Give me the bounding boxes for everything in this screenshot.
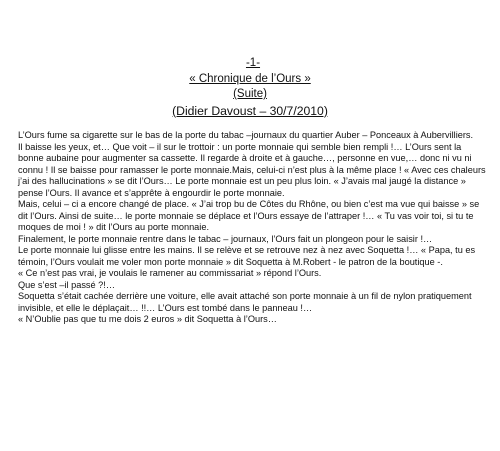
document-header	[0, 56, 500, 119]
chronicle-subtitle: (Suite)	[233, 88, 267, 100]
paragraph: L’Ours fume sa cigarette sur le bas de la porte du tabac –journaux du quartier Auber – Ponceaux à Aubervilliers.	[18, 130, 474, 140]
paragraph: Soquetta s’était cachée derrière une voiture, elle avait attaché son porte monnaie à un fil de nylon pratiquement invisible, et elle le déplaçait… !!… L’Ours est tombé dans le panneau !…	[18, 291, 472, 313]
paragraph: Finalement, le porte monnaie rentre dans le tabac – journaux, l’Ours fait un plongeon pour le saisir !…	[18, 233, 433, 244]
document-body	[18, 130, 488, 326]
chronicle-title: « Chronique de l’Ours »	[189, 72, 311, 85]
paragraph: Il baisse les yeux, et… Que voit – il sur le trottoir : un porte monnaie qui semble bien rempli !… L’Ours sent la bonne aubaine pour augmenter sa cassette. Il regarde à droite et à gauche…, personne en vue,… donc ni vu ni connu ! Il se baisse pour ramasser le porte monnaie.Mais, celui-ci n’est plus à la même place ! « Avec ces chaleurs j’ai des hallucinations » se dit l’Ours… Le porte monnaie est un peu plus loin. « J’avais mal jaugé la distance » pense l’Ours. Il avance et s’apprête à engourdir le porte monnaie.	[18, 141, 486, 198]
author-date: (Didier Davoust – 30/7/2010)	[172, 103, 328, 118]
paragraph: Mais, celui – ci a encore changé de place. « J’ai trop bu de Côtes du Rhône, ou bien c’est ma vue qui baisse » se dit l’Ours. Ainsi de suite… le porte monnaie se déplace et l’Ours essaye de l’attraper !… « Tu vas voir toi, si tu te moques de moi ! » dit l’Ours au porte monnaie.	[18, 199, 480, 232]
page-number: -1-	[245, 57, 261, 69]
paragraph: « Ce n’est pas vrai, je voulais le ramener au commissariat » répond l’Ours.	[18, 268, 322, 278]
paragraph: « N’Oublie pas que tu me dois 2 euros » dit Soquetta à l’Ours…	[18, 314, 277, 324]
paragraph: Le porte monnaie lui glisse entre les mains. Il se relève et se retrouve nez à nez avec Soquetta !… « Papa, tu es témoin, l’Ours voulait me voler mon porte monnaie » dit Soquetta à M.Robert - le patron de la boutique -.	[18, 245, 476, 267]
paragraph: Que s’est –il passé ?!…	[18, 279, 116, 290]
